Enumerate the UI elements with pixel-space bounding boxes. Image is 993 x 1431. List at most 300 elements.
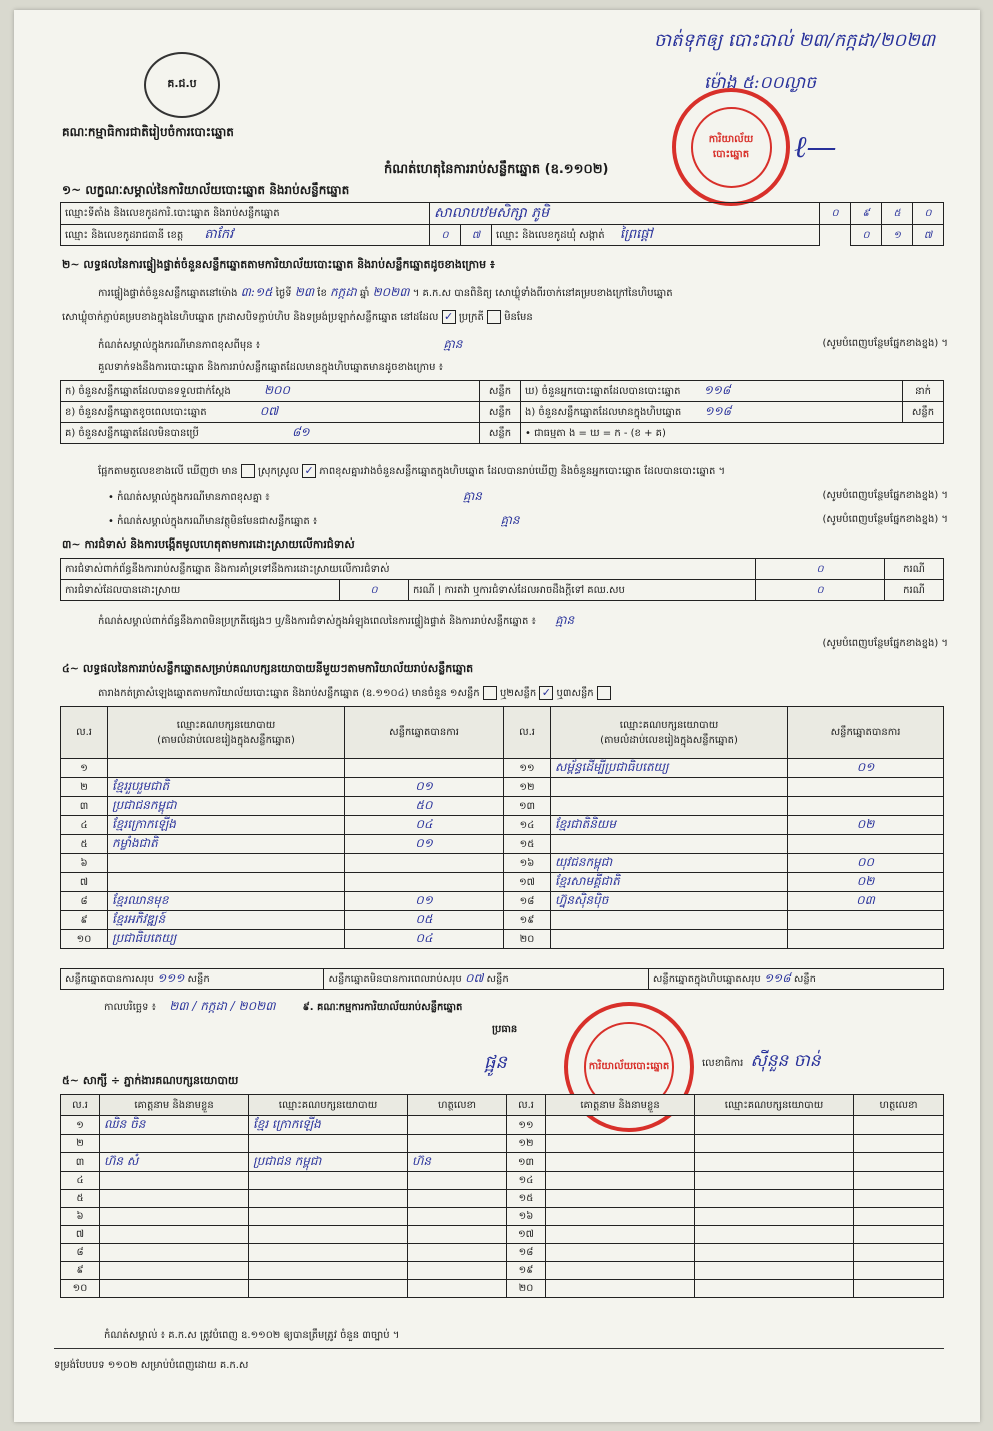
result-party: ប្រជាធិបតេយ្យ	[108, 930, 345, 949]
section4-heading: ៤~ លទ្ធផលនៃការរាប់សន្លឹកឆ្នោតសម្រាប់គណបក្សនយោបាយនីមួយៗតាមការិយាល័យរាប់សន្លឹកឆ្នោត	[62, 662, 474, 675]
verify-year: ២០២៣	[372, 285, 410, 299]
witness-col-name-right: គោត្តនាម និងនាមខ្លួន	[546, 1095, 695, 1116]
total-invalid	[324, 969, 648, 990]
result-no: ១៩	[504, 911, 551, 930]
count-row-2-unit: សន្លឹក	[480, 402, 521, 423]
same-label: ប្រក្រតី	[458, 312, 484, 323]
total-box	[648, 969, 943, 990]
witness-no: ៧	[61, 1226, 100, 1244]
count-row-1-right-unit: នាក់	[903, 381, 944, 402]
result-votes	[345, 854, 504, 873]
counts-intro: គួលទាក់ទងនឹងការបោះឆ្នោត និងការរាប់សន្លឹកឆ្នោតដែលមានក្នុងហិបឆ្នោតមានដូចខាងក្រោម ៖	[98, 362, 444, 373]
chair-signature: ផ្អូន	[484, 1052, 507, 1073]
witness-signature	[408, 1280, 507, 1298]
difference-text: ភាពខុសគ្នារវាងចំនួនសន្លឹកឆ្នោតក្នុងហិបឆ្នោត ដែលបានរាប់ឃើញ និងចំនួនអ្នកបោះឆ្នោត ដែលបានបោះឆ្នោត ។	[319, 466, 726, 477]
witness-name: ហ៊ន សំ	[100, 1153, 249, 1172]
result-party: ខ្មែរជាតិនិយម	[551, 816, 788, 835]
secretary-signature: ស៊ីនួន ចាន់	[750, 1051, 821, 1071]
table-row	[61, 1172, 944, 1190]
location-label: ឈ្មោះទីតាំង និងលេខកូដការិ.បោះឆ្នោត និងរាប់សន្លឹកឆ្នោត	[61, 203, 430, 225]
result-no: ១៥	[504, 835, 551, 854]
witness-signature	[408, 1226, 507, 1244]
witness-signature	[408, 1116, 507, 1135]
verify-time: ៣:១៥	[240, 285, 273, 299]
table-row	[61, 1244, 944, 1262]
total-invalid-value: ០៧	[464, 971, 484, 985]
table-row	[61, 1153, 944, 1172]
result-votes	[788, 930, 944, 949]
count-unused-value: ៨១	[292, 425, 310, 439]
witness-name	[546, 1135, 695, 1153]
result-party	[551, 778, 788, 797]
total-invalid-unit: សន្លឹក	[486, 974, 509, 985]
witness-signature	[854, 1226, 944, 1244]
commune-cell	[492, 225, 820, 246]
witness-party	[695, 1153, 854, 1172]
count-voters-label: ឃ) ចំនួនអ្នកបោះឆ្នោតដែលបានបោះឆ្នោត	[525, 386, 681, 397]
result-votes: ០៤	[345, 816, 504, 835]
witness-no: ២	[61, 1135, 100, 1153]
result-votes	[345, 873, 504, 892]
result-votes: ០៣	[788, 892, 944, 911]
section2-heading: ២~ លទ្ធផលនៃការផ្ទៀងផ្ទាត់ចំនួនសន្លឹកឆ្នោតតាមការិយាល័យបោះឆ្នោត និងរាប់សន្លឹកឆ្នោតដូចខាងក្រោម ៖	[62, 258, 495, 271]
verification-line-2	[62, 310, 533, 325]
bullet-foreign-label: • កំណត់សម្គាល់ក្នុងករណីមានវត្ថុមិនមែនជាសន្លឹកឆ្នោត ៖	[108, 516, 318, 527]
section1-table	[60, 202, 944, 246]
witness-name	[100, 1135, 249, 1153]
count-spoiled-label: ខ) ចំនួនសន្លឹកឆ្នោតខូចពេលបោះឆ្នោត	[65, 407, 207, 418]
witness-party	[249, 1280, 408, 1298]
results-col-no-left: ល.រ	[61, 707, 108, 759]
witness-col-no-right: ល.រ	[507, 1095, 546, 1116]
commune-value: ព្រៃផ្ដៅ	[619, 226, 653, 242]
result-votes: ០១	[345, 892, 504, 911]
total-box-label: សន្លឹកឆ្នោតក្នុងហិបឆ្នោតសរុប	[652, 974, 761, 985]
form-title: កំណត់ហេតុនៃការរាប់សន្លឹកឆ្នោត (ឧ.១១០២)	[384, 162, 609, 177]
witness-party	[249, 1226, 408, 1244]
table-row	[61, 797, 944, 816]
result-votes	[345, 759, 504, 778]
witness-no: ១៩	[507, 1262, 546, 1280]
verify-month: កក្កដា	[330, 285, 357, 299]
witness-no: ១៨	[507, 1244, 546, 1262]
stamp-top-inner: ការិយាល័យបោះឆ្នោត	[691, 107, 772, 188]
witness-name	[100, 1190, 249, 1208]
result-party	[551, 835, 788, 854]
objection-resolved-label: ការជំទាស់ដែលបានដោះស្រាយ	[61, 580, 340, 601]
province-label-text: ឈ្មោះ និងលេខកូដរាជធានី ខេត្ត	[65, 229, 184, 241]
date-label: កាលបរិច្ឆេទ ៖	[104, 1002, 157, 1013]
result-no: ១០	[61, 930, 108, 949]
count-row-1-right	[521, 381, 903, 402]
witness-name	[100, 1244, 249, 1262]
result-party: កម្លាំងជាតិ	[108, 835, 345, 854]
result-party: ខ្មែរសាមគ្គីជាតិ	[551, 873, 788, 892]
total-box-value: ១១៨	[763, 971, 791, 985]
secretary-label: លេខាធិការ	[702, 1058, 744, 1069]
witness-party	[695, 1190, 854, 1208]
table-row	[61, 1190, 944, 1208]
result-party: សម្ព័ន្ធដើម្បីប្រជាធិបតេយ្យ	[551, 759, 788, 778]
bullet-foreign-objects	[108, 512, 948, 530]
witness-name	[546, 1116, 695, 1135]
table-row	[61, 854, 944, 873]
verify-intro-2: ។ គ.ក.ស បានពិនិត្យ សោឃ្លុំទាំងពីរចាក់នៅគម្របខាងក្រៅនៃហិបឆ្នោត	[412, 288, 673, 299]
objection-escalated-label: ករណី | ការតវ៉ា ឬការជំទាស់ដែលអាចដឹងក្ដីទៅ គឈ.សប	[409, 580, 756, 601]
witness-no: ៨	[61, 1244, 100, 1262]
result-no: ៨	[61, 892, 108, 911]
section1-heading: ១~ លក្ខណៈសម្គាល់នៃការិយាល័យបោះឆ្នោត និងរាប់សន្លឹកឆ្នោត	[62, 183, 350, 197]
irregularity-label: កំណត់សម្គាល់ពាក់ព័ន្ធនឹងភាពមិនប្រក្រតីផ្សេងៗ ឬ/និងការជំទាស់ក្នុងអំឡុងពេលនៃការផ្ទៀងផ្ទាត់ និងការរាប់សន្លឹកឆ្នោត ៖	[98, 616, 536, 627]
witness-no: ១៣	[507, 1153, 546, 1172]
witness-party: ខ្មែរ ក្រោកឡើង	[249, 1116, 408, 1135]
irregularity-note	[98, 612, 574, 630]
witness-signature	[854, 1208, 944, 1226]
day-label: ថ្ងៃទី	[275, 288, 292, 299]
witness-no: ៩	[61, 1262, 100, 1280]
same-checkbox[interactable]: ✓	[442, 310, 456, 324]
objection-row-1-label: ការជំទាស់ពាក់ព័ន្ធនឹងការរាប់សន្លឹកឆ្នោត និងការគាំទ្រទៅនឹងការដោះស្រាយលើការជំទាស់	[61, 559, 756, 580]
results-col-votes-left: សន្លឹកឆ្នោតបានការ	[345, 707, 504, 759]
result-no: ១៣	[504, 797, 551, 816]
witness-signature	[854, 1116, 944, 1135]
table-row	[61, 759, 944, 778]
count-voters-value: ១១៨	[703, 383, 731, 397]
location-code-2: ៩	[851, 203, 882, 225]
count-unused-label: គ) ចំនួនសន្លឹកឆ្នោតដែលមិនបានប្រើ	[65, 428, 199, 439]
handwritten-time-note: ម៉ោង ៥:០០ល្ងាច	[704, 73, 816, 93]
bullet-foreign-hint: (សូមបំពេញបន្ថែមផ្នែកខាងខ្នង) ។	[822, 514, 948, 525]
province-label	[61, 225, 430, 246]
witness-party	[695, 1226, 854, 1244]
bullet-difference-hint: (សូមបំពេញបន្ថែមផ្នែកខាងខ្នង) ។	[822, 490, 948, 501]
diff-checkbox[interactable]	[487, 310, 501, 324]
objection-escalated-unit: ករណី	[885, 580, 944, 601]
result-votes: ០៤	[345, 930, 504, 949]
count-row-2-left	[61, 402, 480, 423]
result-party: ខ្មែរក្រោកឡើង	[108, 816, 345, 835]
authority-name: គណៈកម្មាធិការជាតិរៀបចំការបោះឆ្នោត	[62, 125, 234, 139]
results-col-party-right-title: ឈ្មោះគណបក្សនយោបាយ	[619, 719, 719, 731]
results-col-votes-right: សន្លឹកឆ្នោតបានការ	[788, 707, 944, 759]
witness-name	[100, 1280, 249, 1298]
witness-no: ១១	[507, 1116, 546, 1135]
results-col-party-right	[551, 707, 788, 759]
result-votes	[788, 835, 944, 854]
result-no: ១១	[504, 759, 551, 778]
witness-no: ៥	[61, 1190, 100, 1208]
result-party: ខ្មែរឈានមុខ	[108, 892, 345, 911]
form-footer: ទម្រង់បែបបទ ១១០២ សម្រាប់បំពេញដោយ គ.ក.ស	[54, 1360, 249, 1371]
month-label: ខែ	[317, 288, 327, 299]
witness-party	[249, 1262, 408, 1280]
witness-signature	[854, 1172, 944, 1190]
witness-col-sign-right: ហត្ថលេខា	[854, 1095, 944, 1116]
count-in-box-value: ១១៨	[704, 404, 732, 418]
location-code-4: ០	[913, 203, 944, 225]
bullet-difference	[108, 488, 948, 506]
result-votes	[788, 911, 944, 930]
witness-signature	[854, 1190, 944, 1208]
count-received-value: ២០០	[263, 383, 291, 397]
location-code-3: ៥	[882, 203, 913, 225]
witness-table	[60, 1094, 944, 1298]
witness-no: ១២	[507, 1135, 546, 1153]
witness-col-party-left: ឈ្មោះគណបក្សនយោបាយ	[249, 1095, 408, 1116]
bullet-difference-value: គ្មាន	[462, 489, 482, 503]
difference-note-line	[98, 336, 948, 354]
bullet-difference-label: • កំណត់សម្គាល់ក្នុងករណីមានភាពខុសគ្នា ៖	[108, 492, 270, 503]
commune-label: ឈ្មោះ និងលេខកូដឃុំ សង្កាត់	[496, 229, 605, 241]
table-row	[61, 1208, 944, 1226]
one-sheet-checkbox[interactable]	[483, 686, 497, 700]
objection-table	[60, 558, 944, 601]
witness-signature	[854, 1244, 944, 1262]
objection-resolved-unit: ករណី	[413, 584, 435, 596]
count-row-3-unit: សន្លឹក	[480, 423, 521, 444]
equal-label: ស្រុកស្រូល	[258, 466, 299, 477]
witness-col-name-left: គោត្តនាម និងនាមខ្លួន	[100, 1095, 249, 1116]
results-col-party-left-sub: (តាមលំដាប់លេខរៀងក្នុងសន្លឹកឆ្នោត)	[157, 734, 295, 746]
witness-name	[546, 1172, 695, 1190]
result-party: យុវជនកម្ពុជា	[551, 854, 788, 873]
table-row	[61, 911, 944, 930]
bullet-foreign-value: គ្មាន	[500, 513, 520, 527]
witness-name	[546, 1244, 695, 1262]
commune-code-3: ៧	[913, 225, 944, 246]
province-code-1: ០	[430, 225, 461, 246]
two-sheet-checkbox[interactable]: ✓	[539, 686, 553, 700]
witness-signature	[854, 1153, 944, 1172]
table-row	[61, 1226, 944, 1244]
witness-signature: ហ៊ន	[408, 1153, 507, 1172]
witness-no: ១៥	[507, 1190, 546, 1208]
total-valid-unit: សន្លឹក	[187, 974, 210, 985]
witness-no: ១៧	[507, 1226, 546, 1244]
commune-code-2: ១	[882, 225, 913, 246]
three-sheet-checkbox[interactable]	[597, 686, 611, 700]
result-no: ៧	[61, 873, 108, 892]
results-col-party-left	[108, 707, 345, 759]
results-totals	[60, 968, 944, 990]
verify-line-2-text: សោឃ្លុំចាក់ភ្ជាប់គម្របខាងក្នុងនៃហិបឆ្នោត ក្រដាសបិទភ្ជាប់ហិប និងទម្រង់ប្រឡាក់សន្លឹកឆ្នោត នៅដដែល	[62, 312, 439, 323]
result-party	[108, 873, 345, 892]
witness-party	[695, 1280, 854, 1298]
result-party	[551, 797, 788, 816]
section5-heading: ៥~ សាក្សី ÷ ភ្នាក់ងារគណបក្សនយោបាយ	[62, 1074, 239, 1087]
result-votes: ០១	[345, 835, 504, 854]
witness-name	[100, 1172, 249, 1190]
table-row	[61, 1135, 944, 1153]
tally-intro: តារាងកត់ត្រាសំឡេងឆ្នោតតាមការិយាល័យបោះឆ្នោត និងរាប់សន្លឹកឆ្នោត (ឧ.១១០៤) មានចំនួន ១សន្លឹក	[98, 688, 480, 699]
irregularity-value: គ្មាន	[555, 613, 575, 627]
result-no: ១៨	[504, 892, 551, 911]
objection-row-1-unit: ករណី	[885, 559, 944, 580]
result-no: ៤	[61, 816, 108, 835]
witness-no: ៦	[61, 1208, 100, 1226]
table-row	[61, 1116, 944, 1135]
table-row	[61, 873, 944, 892]
footnote: កំណត់សម្គាល់ ៖ គ.ក.ស ត្រូវបំពេញ ឧ.១១០២ ឲ្យបានត្រឹមត្រូវ ចំនួន ៣ច្បាប់ ។	[104, 1330, 400, 1341]
difference-note-label: កំណត់សម្គាល់ក្នុងករណីមានភាពខុសពីមុន ៖	[98, 340, 261, 351]
witness-name	[546, 1226, 695, 1244]
two-sheet-label: ឬ២សន្លឹក	[500, 688, 537, 699]
witness-party	[695, 1116, 854, 1135]
difference-note-value: គ្មាន	[443, 337, 463, 351]
table-row	[61, 892, 944, 911]
comparison-text: ផ្អែកតាមតួលេខខាងលើ ឃើញថា មាន	[98, 466, 238, 477]
witness-name	[546, 1280, 695, 1298]
objection-escalated-value: ០	[756, 580, 885, 601]
witness-signature	[854, 1262, 944, 1280]
count-received-label: ក) ចំនួនសន្លឹកឆ្នោតដែលបានទទួលជាក់ស្ដែង	[65, 386, 231, 397]
table-row	[61, 1262, 944, 1280]
table-row	[61, 835, 944, 854]
objection-resolved-value: ០	[340, 580, 409, 601]
result-no: ១៤	[504, 816, 551, 835]
witness-name	[546, 1262, 695, 1280]
equal-checkbox[interactable]	[241, 464, 255, 478]
witness-no: ១៤	[507, 1172, 546, 1190]
verify-day: ២៣	[294, 285, 315, 299]
result-no: ៣	[61, 797, 108, 816]
table-row	[61, 930, 944, 949]
witness-party	[695, 1244, 854, 1262]
witness-col-party-right: ឈ្មោះគណបក្សនយោបាយ	[695, 1095, 854, 1116]
irregularity-hint-line	[62, 636, 948, 651]
verify-intro: ការផ្ទៀងផ្ទាត់ចំនួនសន្លឹកឆ្នោតនៅម៉ោង	[98, 288, 238, 299]
form-sheet	[14, 10, 980, 1422]
witness-signature	[408, 1172, 507, 1190]
tally-sheet-line	[98, 686, 611, 701]
result-votes	[788, 797, 944, 816]
three-sheet-label: ឬ៣សន្លឹក	[556, 688, 594, 699]
secretary-line	[702, 1050, 821, 1075]
witness-name	[546, 1208, 695, 1226]
witness-signature	[854, 1135, 944, 1153]
count-formula: • ជាធម្មតា ង = ឃ = ក - (ខ + គ)	[521, 423, 944, 444]
witness-party	[249, 1244, 408, 1262]
result-no: ១២	[504, 778, 551, 797]
commune-code-1: ០	[851, 225, 882, 246]
result-votes: ០១	[345, 778, 504, 797]
witness-no: ១	[61, 1116, 100, 1135]
total-valid-label: សន្លឹកឆ្នោតបានការសរុប	[65, 974, 154, 985]
result-no: ១៦	[504, 854, 551, 873]
witness-no: ១០	[61, 1280, 100, 1298]
results-table	[60, 706, 944, 949]
official-stamp-top	[672, 88, 790, 206]
witness-name	[100, 1262, 249, 1280]
result-no: ៦	[61, 854, 108, 873]
result-votes: ០២	[788, 816, 944, 835]
witness-col-no-left: ល.រ	[61, 1095, 100, 1116]
total-box-unit: សន្លឹក	[793, 974, 817, 985]
count-row-1-unit: សន្លឹក	[480, 381, 521, 402]
count-row-2-right	[521, 402, 903, 423]
result-votes: ០១	[788, 759, 944, 778]
difference-checkbox[interactable]: ✓	[302, 464, 316, 478]
witness-party	[249, 1135, 408, 1153]
logo-text: គ.ជ.ប	[167, 77, 197, 90]
witness-no: ២០	[507, 1280, 546, 1298]
witness-signature	[408, 1135, 507, 1153]
chair-label: ប្រធាន	[492, 1024, 518, 1035]
witness-party	[695, 1172, 854, 1190]
result-no: ១៧	[504, 873, 551, 892]
witness-name	[546, 1153, 695, 1172]
committee-label: ៩. គណៈកម្មការការិយាល័យរាប់សន្លឹកឆ្នោត	[302, 1002, 463, 1013]
count-row-1-left	[61, 381, 480, 402]
irregularity-hint: (សូមបំពេញបន្ថែមផ្នែកខាងខ្នង) ។	[822, 638, 948, 649]
witness-party	[695, 1208, 854, 1226]
witness-party: ប្រជាជន កម្ពុជា	[249, 1153, 408, 1172]
result-no: ២	[61, 778, 108, 797]
difference-fill-hint: (សូមបំពេញបន្ថែមផ្នែកខាងខ្នង) ។	[822, 338, 948, 349]
count-row-3-left	[61, 423, 480, 444]
table-row	[61, 778, 944, 797]
table-row	[61, 1280, 944, 1298]
results-col-party-left-title: ឈ្មោះគណបក្សនយោបាយ	[176, 719, 276, 731]
result-votes: ០២	[788, 873, 944, 892]
stamp-bottom-inner: ការិយាល័យបោះឆ្នោត	[584, 1022, 673, 1111]
handwritten-note: ចាត់ទុកឲ្យ បោះបាល់ ២៣/កក្កដា/២០២៣	[654, 30, 936, 51]
total-invalid-label: សន្លឹកឆ្នោតមិនបានការពេលរាប់សរុប	[328, 974, 462, 985]
result-votes: ០៥	[345, 911, 504, 930]
witness-party	[249, 1190, 408, 1208]
objection-escalated-text: ការតវ៉ា ឬការជំទាស់ដែលអាចដឹងក្ដីទៅ គឈ.សប	[444, 584, 625, 596]
top-signature: ℓ—	[794, 130, 837, 165]
witness-name: ឈិន ចិន	[100, 1116, 249, 1135]
result-votes: ០០	[788, 854, 944, 873]
province-value: តាកែវ	[204, 226, 234, 242]
witness-party	[249, 1172, 408, 1190]
total-valid-value: ១១១	[157, 971, 185, 985]
witness-no: ១៦	[507, 1208, 546, 1226]
diff-label: មិនមែន	[504, 312, 533, 323]
witness-party	[695, 1262, 854, 1280]
witness-no: ៣	[61, 1153, 100, 1172]
witness-name	[546, 1190, 695, 1208]
result-no: ៥	[61, 835, 108, 854]
witness-signature	[854, 1280, 944, 1298]
witness-party	[695, 1135, 854, 1153]
comparison-line	[98, 464, 725, 479]
section3-heading: ៣~ ការជំទាស់ និងការបង្កើតមូលហេតុតាមការដោះស្រាយលើការជំទាស់	[62, 538, 355, 551]
witness-name	[100, 1208, 249, 1226]
witness-no: ៤	[61, 1172, 100, 1190]
result-party: ហ្វ៊ុនស៊ិនប៉ិច	[551, 892, 788, 911]
count-in-box-label: ង) ចំនួនសន្លឹកឆ្នោតដែលមានក្នុងហិបឆ្នោត	[525, 407, 682, 418]
counts-table	[60, 380, 944, 444]
nec-logo	[144, 52, 220, 118]
objection-row-1-value: ០	[756, 559, 885, 580]
result-no: ២០	[504, 930, 551, 949]
result-no: ៩	[61, 911, 108, 930]
witness-party	[249, 1208, 408, 1226]
date-value: ២៣ / កក្កដា / ២០២៣	[169, 999, 276, 1013]
total-valid	[61, 969, 324, 990]
province-code-2: ៧	[461, 225, 492, 246]
count-row-2-right-unit: សន្លឹក	[903, 402, 944, 423]
year-label: ឆ្នាំ	[359, 288, 370, 299]
table-row	[61, 816, 944, 835]
date-line	[104, 998, 462, 1016]
witness-signature	[408, 1208, 507, 1226]
result-party: ប្រជាជនកម្ពុជា	[108, 797, 345, 816]
result-party	[108, 854, 345, 873]
witness-col-sign-left: ហត្ថលេខា	[408, 1095, 507, 1116]
